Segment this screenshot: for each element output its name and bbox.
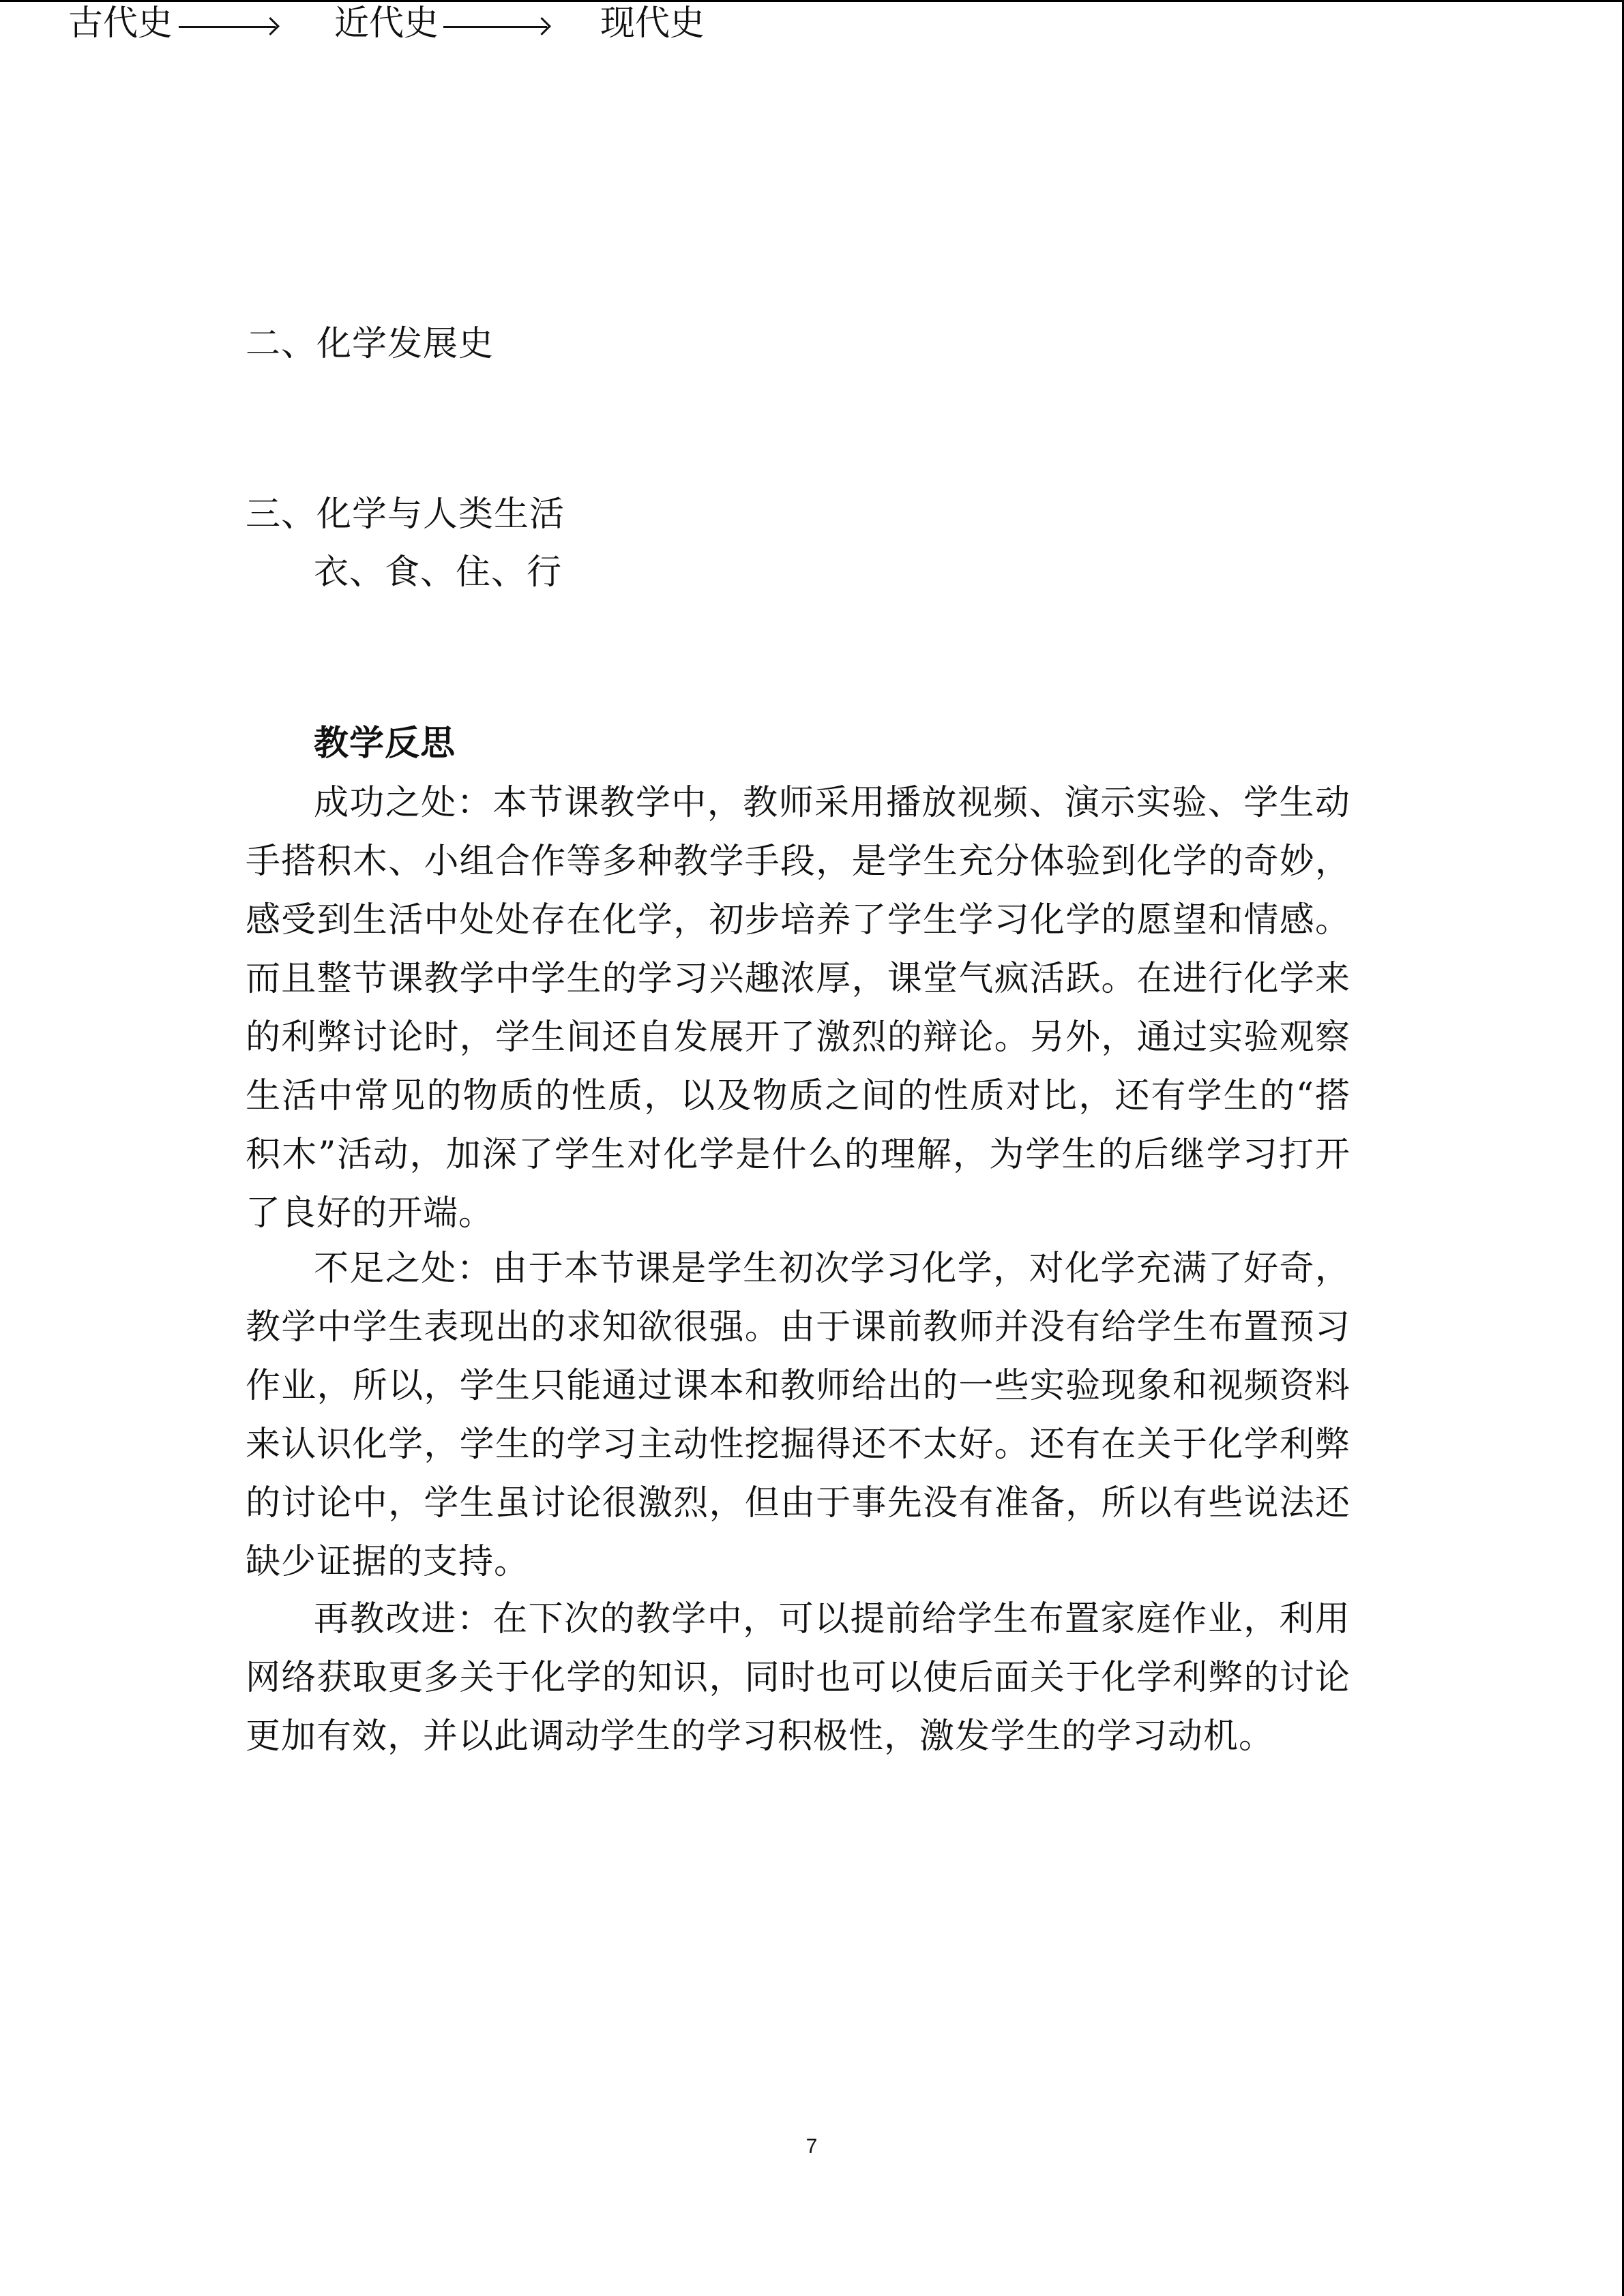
- reflection-paragraph-improvement: 再教改进：在下次的教学中，可以提前给学生布置家庭作业，利用网络获取更多关于化学的知识，同时也可以使后面关于化学利弊的讨论更加有效，并以此调动学生的学习积极性，激发学生的学习动机。: [246, 1599, 1350, 1757]
- reflection-title: 教学反思: [314, 723, 456, 764]
- right-arrow-icon: [443, 26, 547, 28]
- reflection-paragraph-success: 成功之处：本节课教学中，教师采用播放视频、演示实验、学生动手搭积木、小组合作等多种教学手段，是学生充分体验到化学的奇妙，感受到生活中处处存在化学，初步培养了学生学习化学的愿望和情感。而且整节课教学中学生的学习兴趣浓厚，课堂气疯活跃。在进行化学来的利弊讨论时，学生间还自发展开了激烈的辩论。另外，通过实验观察生活中常见的物质的性质，以及物质之间的性质对比，还有学生的“搭积木”活动，加深了学生对化学是什么的理解，为学生的后继学习打开了良好的开端。: [246, 783, 1350, 1234]
- page-number: 7: [806, 2135, 818, 2158]
- history-timeline: [0, 0, 818, 55]
- timeline-stage-ancient: 古代史: [68, 3, 173, 44]
- section-heading-history: 二、化学发展史: [246, 324, 494, 364]
- right-arrow-icon: [179, 26, 276, 28]
- section-heading-life: 三、化学与人类生活: [246, 494, 565, 535]
- timeline-stage-contemporary: 现代史: [600, 3, 705, 44]
- page-border-top: [0, 0, 1624, 2]
- reflection-paragraph-shortcomings: 不足之处：由于本节课是学生初次学习化学，对化学充满了好奇，教学中学生表现出的求知欲很强。由于课前教师并没有给学生布置预习作业，所以，学生只能通过课本和教师给出的一些实验现象和视频资料来认识化学，学生的学习主动性挖掘得还不太好。还有在关于化学利弊的讨论中，学生虽讨论很激烈，但由于事先没有准备，所以有些说法还缺少证据的支持。: [246, 1249, 1350, 1582]
- life-items: 衣、食、住、行: [314, 552, 563, 593]
- timeline-stage-modern: 近代史: [334, 3, 439, 44]
